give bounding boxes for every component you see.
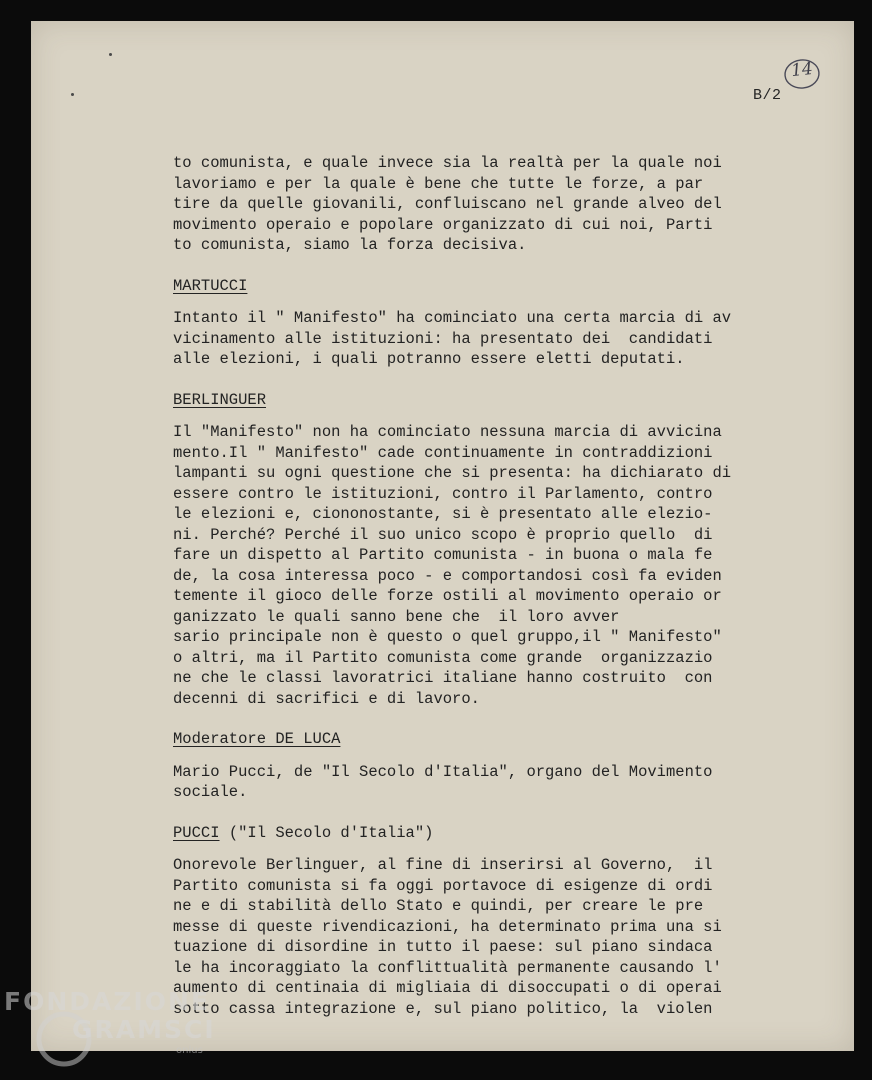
text-line: messe di queste rivendicazioni, ha determinato prima una si bbox=[173, 917, 722, 936]
text-line: to comunista, e quale invece sia la realtà per la quale noi bbox=[173, 154, 722, 172]
text-line: le ha incoraggiato la conflittualità permanente causando l' bbox=[173, 958, 722, 977]
watermark-line2: GRAMSCI bbox=[72, 1015, 216, 1044]
text-line: le elezioni e, ciononostante, si è presentato alle elezio- bbox=[173, 505, 713, 523]
text-line: sario principale non è questo o quel gruppo,il " Manifesto" bbox=[173, 628, 722, 646]
pucci-paragraph bbox=[173, 855, 813, 1019]
text-line: temente il gioco delle forze ostili al movimento operaio or bbox=[173, 587, 722, 605]
watermark-line1: FONDAZIONE bbox=[4, 987, 211, 1016]
speaker-heading-pucci: PUCCI bbox=[173, 823, 220, 842]
text-line: movimento operaio e popolare organizzato di cui noi, Parti bbox=[173, 215, 713, 234]
text-line: to comunista, siamo la forza decisiva. bbox=[173, 236, 527, 254]
text-line: aumento di centinaia di migliaia di disoccupati o di operai bbox=[173, 979, 722, 997]
moderatore-paragraph bbox=[173, 762, 813, 803]
berlinguer-paragraph bbox=[173, 422, 813, 709]
text-line: tuazione di disordine in tutto il paese: sul piano sindaca bbox=[173, 938, 713, 956]
text-line: sotto cassa integrazione e, sul piano politico, la violen bbox=[173, 999, 713, 1018]
text-line: Mario Pucci, de "Il Secolo d'Italia", organo del Movimento bbox=[173, 762, 713, 781]
text-line: tire da quelle giovanili, confluiscano nel grande alveo del bbox=[173, 195, 722, 213]
text-line: ganizzato le quali sanno bene che il loro avver bbox=[173, 607, 620, 626]
speaker-heading-pucci-affiliation: ("Il Secolo d'Italia") bbox=[219, 823, 434, 842]
text-line: Intanto il " Manifesto" ha cominciato una certa marcia di av bbox=[173, 309, 732, 327]
martucci-paragraph bbox=[173, 308, 813, 370]
paper-speck bbox=[71, 93, 74, 96]
text-line: ne che le classi lavoratrici italiane hanno costruito con bbox=[173, 669, 713, 687]
speaker-heading-berlinguer: BERLINGUER bbox=[173, 390, 267, 409]
text-line: o altri, ma il Partito comunista come grande organizzazio bbox=[173, 648, 713, 667]
text-line: mento.Il " Manifesto" cade continuamente in contraddizioni bbox=[173, 443, 713, 462]
text-line: lavoriamo e per la quale è bene che tutte le forze, a par bbox=[173, 174, 704, 193]
text-line: Partito comunista si fa oggi portavoce di esigenze di ordi bbox=[173, 876, 713, 895]
text-line: vicinamento alle istituzioni: ha presentato dei candidati bbox=[173, 329, 713, 348]
text-line: fare un dispetto al Partito comunista - in buona o mala fe bbox=[173, 546, 713, 564]
text-line: ni. Perché? Perché il suo unico scopo è proprio quello di bbox=[173, 525, 713, 544]
paper-speck bbox=[109, 53, 112, 56]
text-line: Onorevole Berlinguer, al fine di inserirsi al Governo, il bbox=[173, 856, 713, 874]
text-line: decenni di sacrifici e di lavoro. bbox=[173, 689, 480, 708]
speaker-heading-moderatore: Moderatore DE LUCA bbox=[173, 730, 341, 748]
transcript-body bbox=[173, 153, 813, 1019]
document-page bbox=[31, 21, 854, 1051]
text-line: Il "Manifesto" non ha cominciato nessuna marcia di avvicina bbox=[173, 423, 722, 441]
fondazione-gramsci-watermark bbox=[4, 983, 264, 1080]
text-line: essere contro le istituzioni, contro il Parlamento, contro bbox=[173, 484, 713, 503]
text-line: lampanti su ogni questione che si presenta: ha dichiarato di bbox=[173, 464, 732, 482]
text-line: ne e di stabilità dello Stato e quindi, per creare le pre bbox=[173, 897, 704, 915]
text-line: sociale. bbox=[173, 783, 248, 801]
watermark-suffix: onlus bbox=[176, 1045, 203, 1056]
folio-number: 14 bbox=[790, 58, 814, 82]
speaker-heading-martucci: MARTUCCI bbox=[173, 276, 248, 295]
text-line: de, la cosa interessa poco - e comportandosi così fa eviden bbox=[173, 566, 722, 585]
speaker-heading-pucci-row bbox=[173, 823, 813, 844]
continuation-paragraph bbox=[173, 153, 813, 256]
page-code: B/2 bbox=[753, 87, 782, 104]
text-line: alle elezioni, i quali potranno essere eletti deputati. bbox=[173, 350, 685, 368]
